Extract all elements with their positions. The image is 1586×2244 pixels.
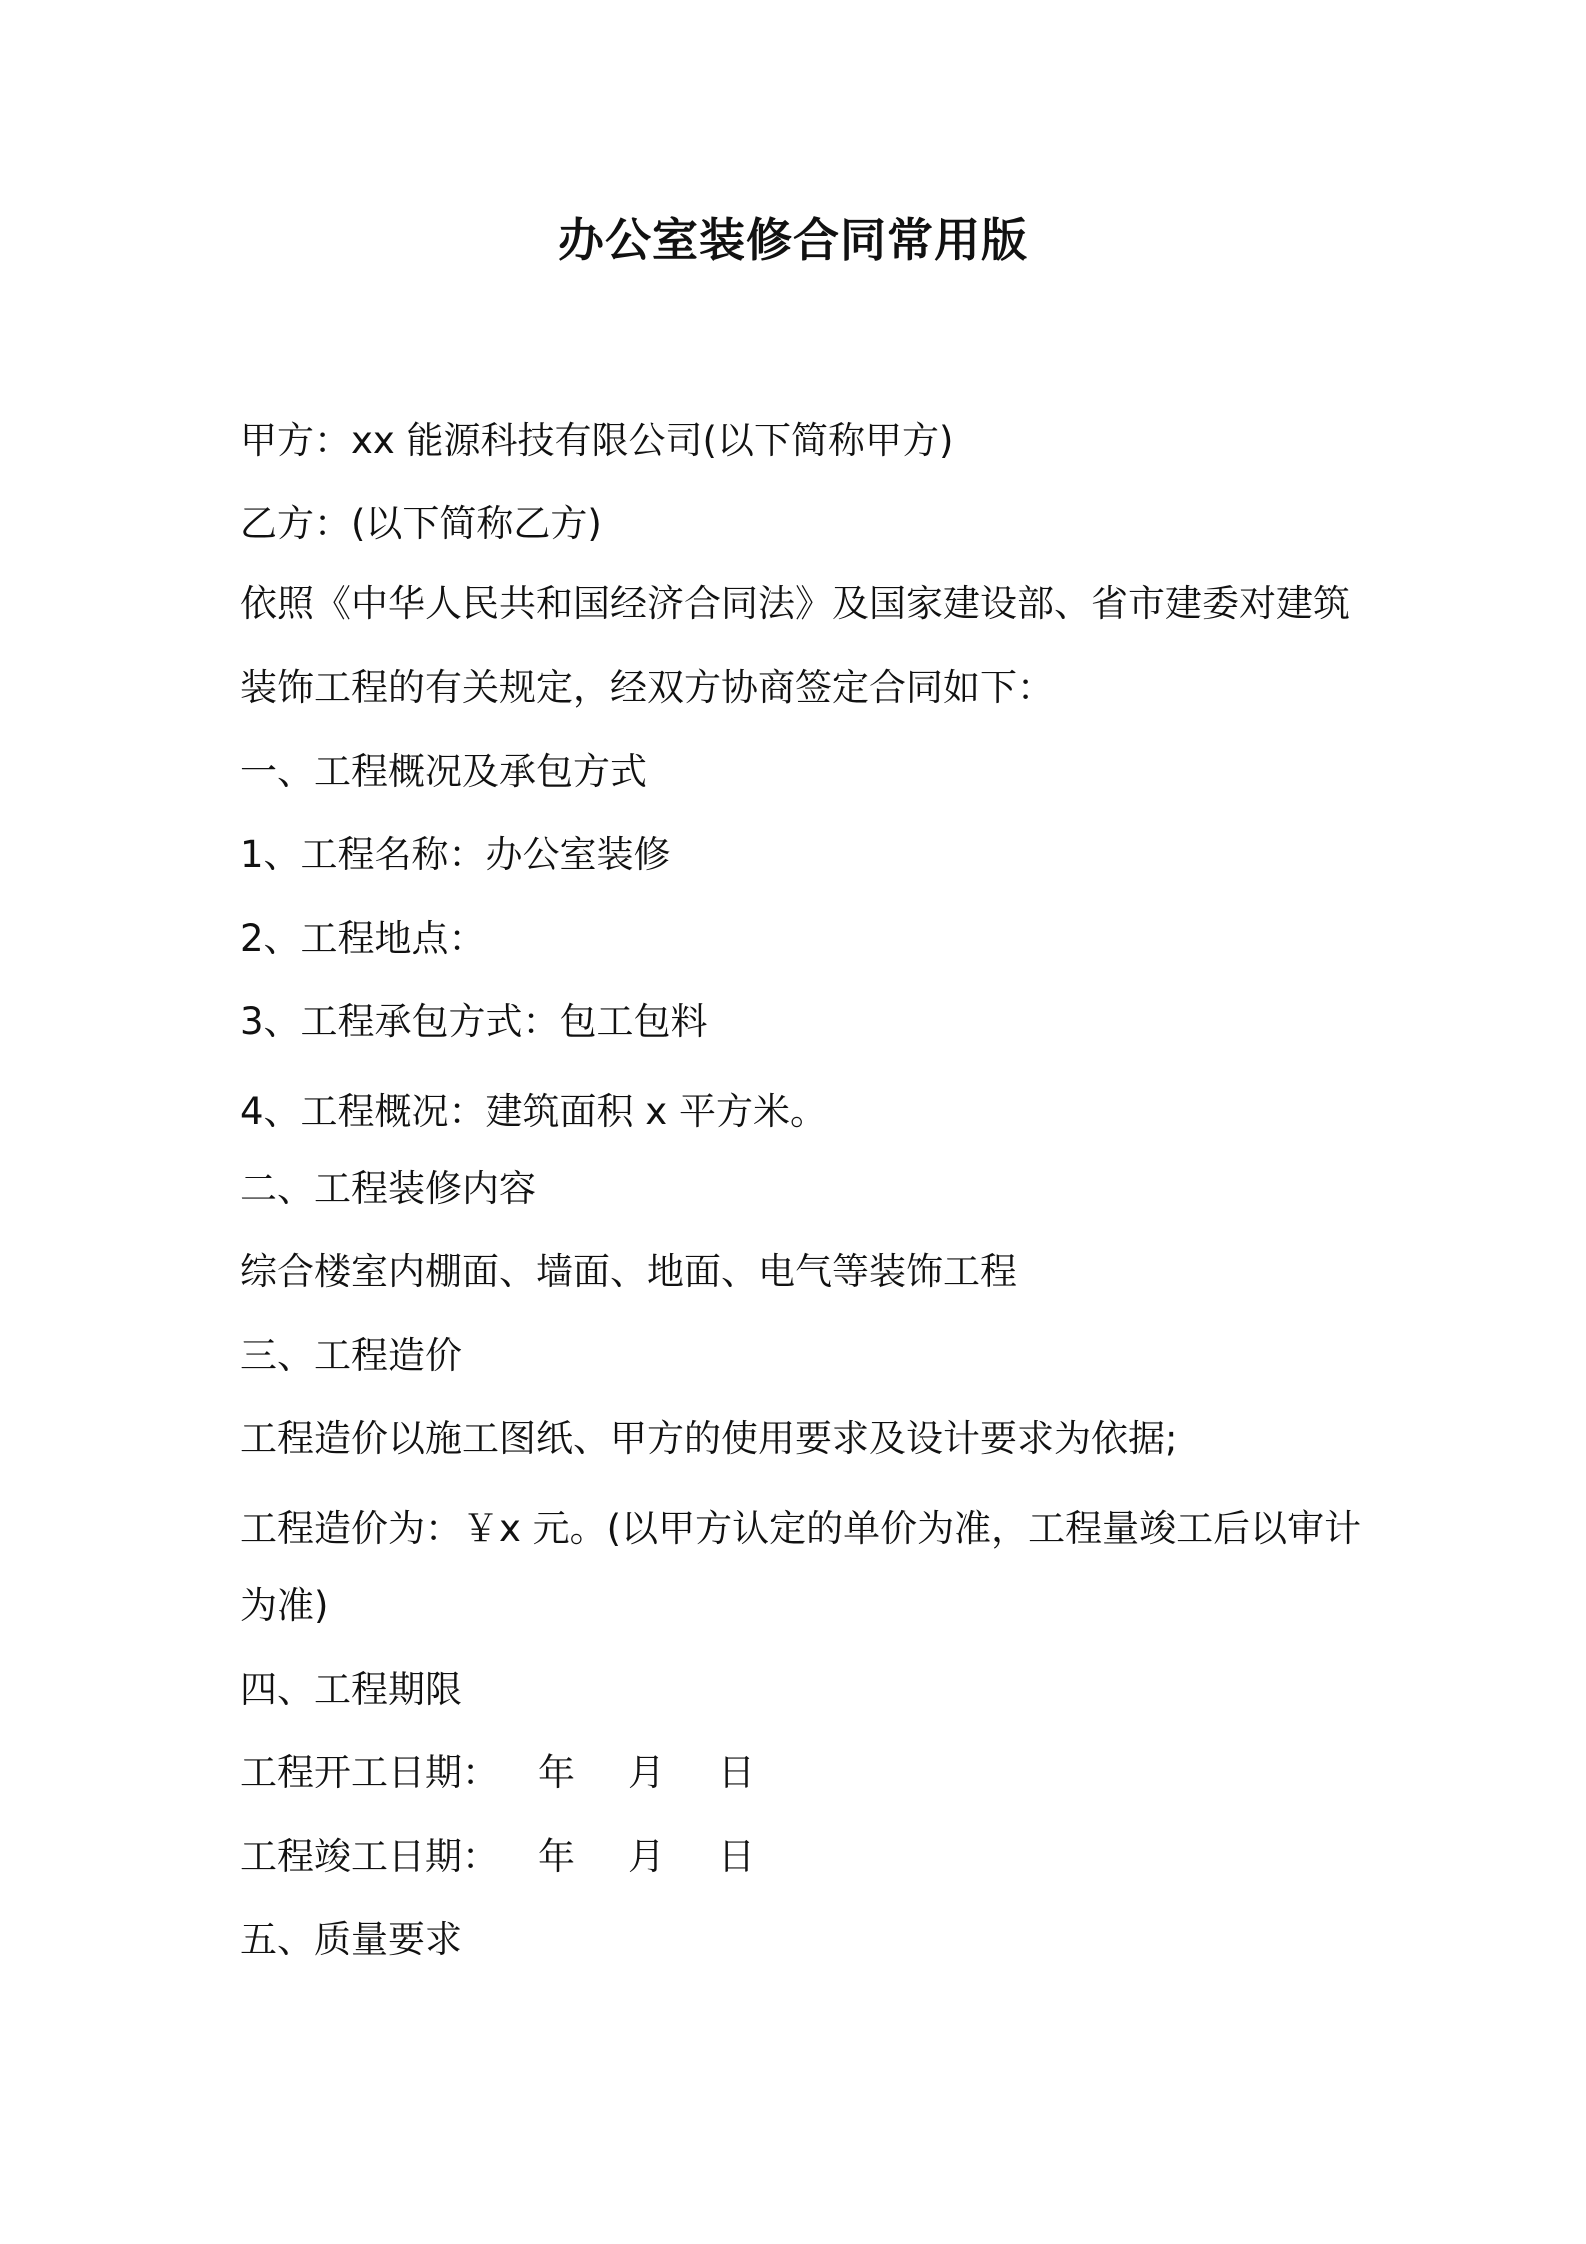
section-2-heading: 二、工程装修内容 [240,1167,536,1210]
party-b-line: 乙方：(以下简称乙方) [240,502,602,545]
section-2-text: 综合楼室内棚面、墙面、地面、电气等装饰工程 [240,1250,1017,1293]
end-date-line [240,1833,755,1881]
section-1-item-3: 3、工程承包方式：包工包料 [240,1000,708,1043]
party-a-line: 甲方：xx 能源科技有限公司(以下简称甲方) [240,419,954,462]
document-title: 办公室装修合同常用版 [558,213,1028,267]
end-date-label: 工程竣工日期： [240,1835,499,1878]
section-5-heading: 五、质量要求 [240,1918,462,1961]
end-date-day: 日 [718,1835,755,1878]
end-date-year: 年 [538,1835,575,1878]
section-3-text-2-line-2: 为准) [240,1584,329,1627]
end-date-month: 月 [628,1835,665,1878]
section-4-heading: 四、工程期限 [240,1668,462,1711]
start-date-label: 工程开工日期： [240,1751,499,1794]
section-1-heading: 一、工程概况及承包方式 [240,750,647,793]
section-3-text-1: 工程造价以施工图纸、甲方的使用要求及设计要求为依据; [240,1417,1178,1460]
section-3-heading: 三、工程造价 [240,1334,462,1377]
start-date-day: 日 [718,1751,755,1794]
section-3-text-2-line-1: 工程造价为：￥x 元。(以甲方认定的单价为准，工程量竣工后以审计 [240,1507,1362,1550]
start-date-line [240,1749,755,1797]
start-date-year: 年 [538,1751,575,1794]
preamble-line-2: 装饰工程的有关规定，经双方协商签定合同如下： [240,666,1054,709]
section-1-item-2: 2、工程地点： [240,917,486,960]
start-date-month: 月 [628,1751,665,1794]
section-1-item-1: 1、工程名称：办公室装修 [240,833,671,876]
preamble-line-1: 依照《中华人民共和国经济合同法》及国家建设部、省市建委对建筑 [240,582,1350,625]
section-1-item-4: 4、工程概况：建筑面积 x 平方米。 [240,1090,827,1133]
